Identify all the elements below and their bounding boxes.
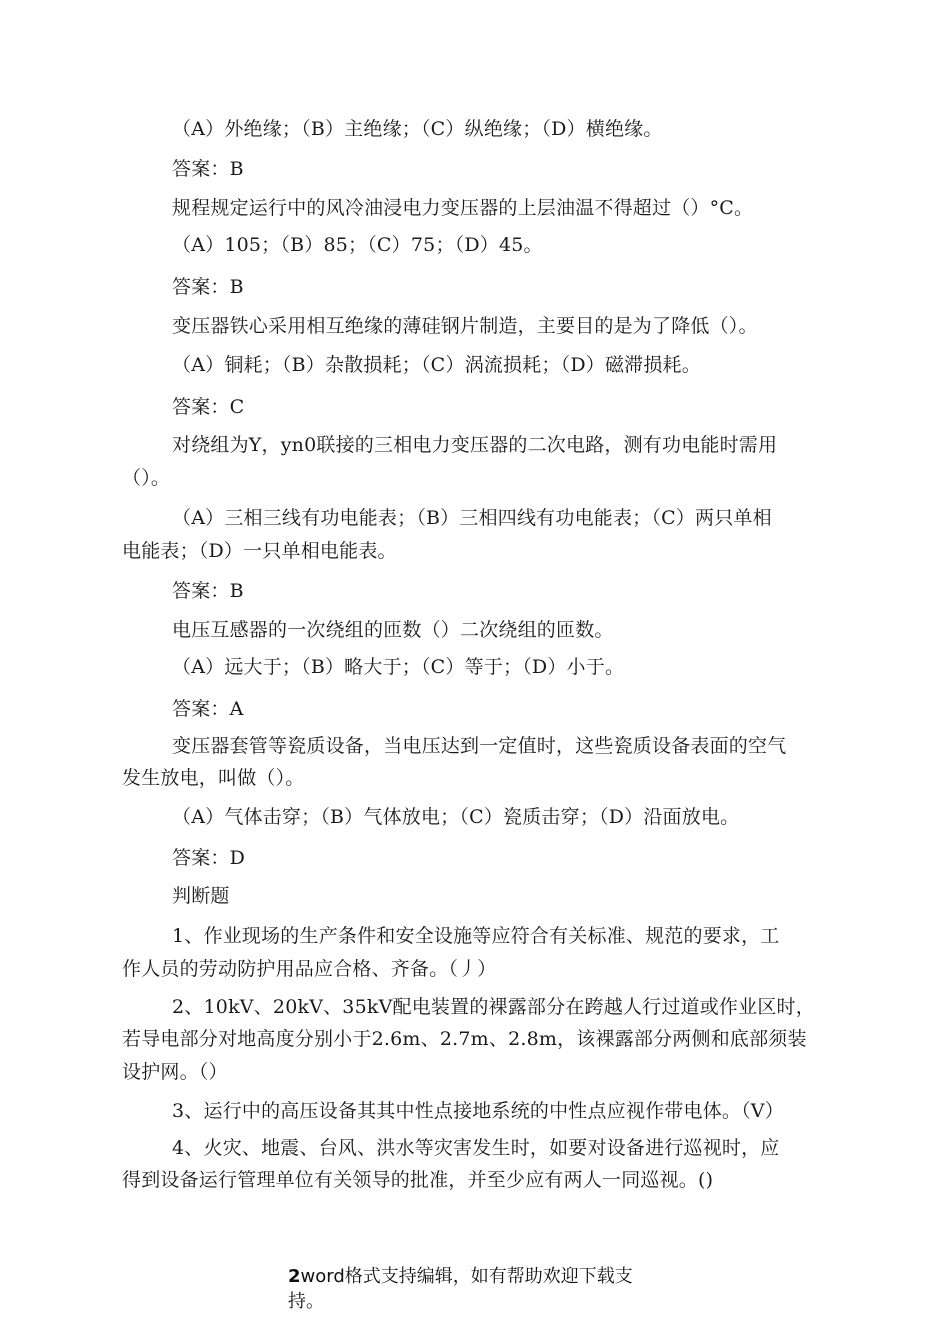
question-line: 规程规定运行中的风冷油浸电力变压器的上层油温不得超过（）°C。 xyxy=(172,197,754,219)
question-line: 变压器套管等瓷质设备，当电压达到一定值时，这些瓷质设备表面的空气 xyxy=(172,735,787,757)
statement-line: 作人员的劳动防护用品应合格、齐备。（丿） xyxy=(122,958,497,980)
statement-line: 4、火灾、地震、台风、洪水等灾害发生时，如要对设备进行巡视时，应 xyxy=(172,1137,780,1159)
question-line: 发生放电，叫做（）。 xyxy=(122,767,305,789)
answer-line: 答案：B xyxy=(172,158,244,180)
statement-line: 若导电部分对地高度分别小于2.6m、2.7m、2.8m，该裸露部分两侧和底部须装 xyxy=(122,1028,807,1050)
option-line: （A）铜耗；（B）杂散损耗；（C）涡流损耗；（D）磁滞损耗。 xyxy=(172,354,701,376)
question-line: 对绕组为Y，yn0联接的三相电力变压器的二次电路，测有功电能时需用 xyxy=(172,434,778,456)
statement-line: 3、运行中的高压设备其其中性点接地系统的中性点应视作带电体。（V） xyxy=(172,1100,784,1122)
section-heading: 判断题 xyxy=(172,885,230,907)
footer-line-1 xyxy=(288,1264,668,1289)
page-footer xyxy=(288,1264,668,1314)
answer-line: 答案：B xyxy=(172,580,244,602)
footer-text: word格式支持编辑，如有帮助欢迎下载支 xyxy=(300,1266,633,1287)
statement-line: 得到设备运行管理单位有关领导的批准，并至少应有两人一同巡视。() xyxy=(122,1169,714,1191)
option-line: （A）105；（B）85；（C）75；（D）45。 xyxy=(172,234,543,256)
answer-line: 答案：A xyxy=(172,698,244,720)
option-line: （A）气体击穿；（B）气体放电；（C）瓷质击穿；（D）沿面放电。 xyxy=(172,806,740,828)
option-line: （A）三相三线有功电能表；（B）三相四线有功电能表；（C）两只单相 xyxy=(172,507,772,529)
option-line: （A）远大于；（B）略大于；（C）等于；（D）小于。 xyxy=(172,656,625,678)
statement-line: 设护网。（） xyxy=(122,1061,228,1083)
answer-line: 答案：C xyxy=(172,396,245,418)
question-line: 变压器铁心采用相互绝缘的薄硅钢片制造，主要目的是为了降低（）。 xyxy=(172,315,758,337)
answer-line: 答案：B xyxy=(172,276,244,298)
question-line: （）。 xyxy=(122,467,171,489)
statement-line: 1、作业现场的生产条件和安全设施等应符合有关标准、规范的要求，工 xyxy=(172,925,780,947)
question-line: 电压互感器的一次绕组的匝数（）二次绕组的匝数。 xyxy=(172,619,614,641)
answer-line: 答案：D xyxy=(172,847,246,869)
page-number: 2 xyxy=(288,1266,301,1287)
option-line: （A）外绝缘；（B）主绝缘；（C）纵绝缘；（D）横绝缘。 xyxy=(172,118,663,140)
statement-line: 2、10kV、20kV、35kV配电装置的裸露部分在跨越人行过道或作业区时， xyxy=(172,996,815,1018)
footer-line-2: 持。 xyxy=(288,1291,324,1312)
option-line: 电能表；（D）一只单相电能表。 xyxy=(122,540,397,562)
